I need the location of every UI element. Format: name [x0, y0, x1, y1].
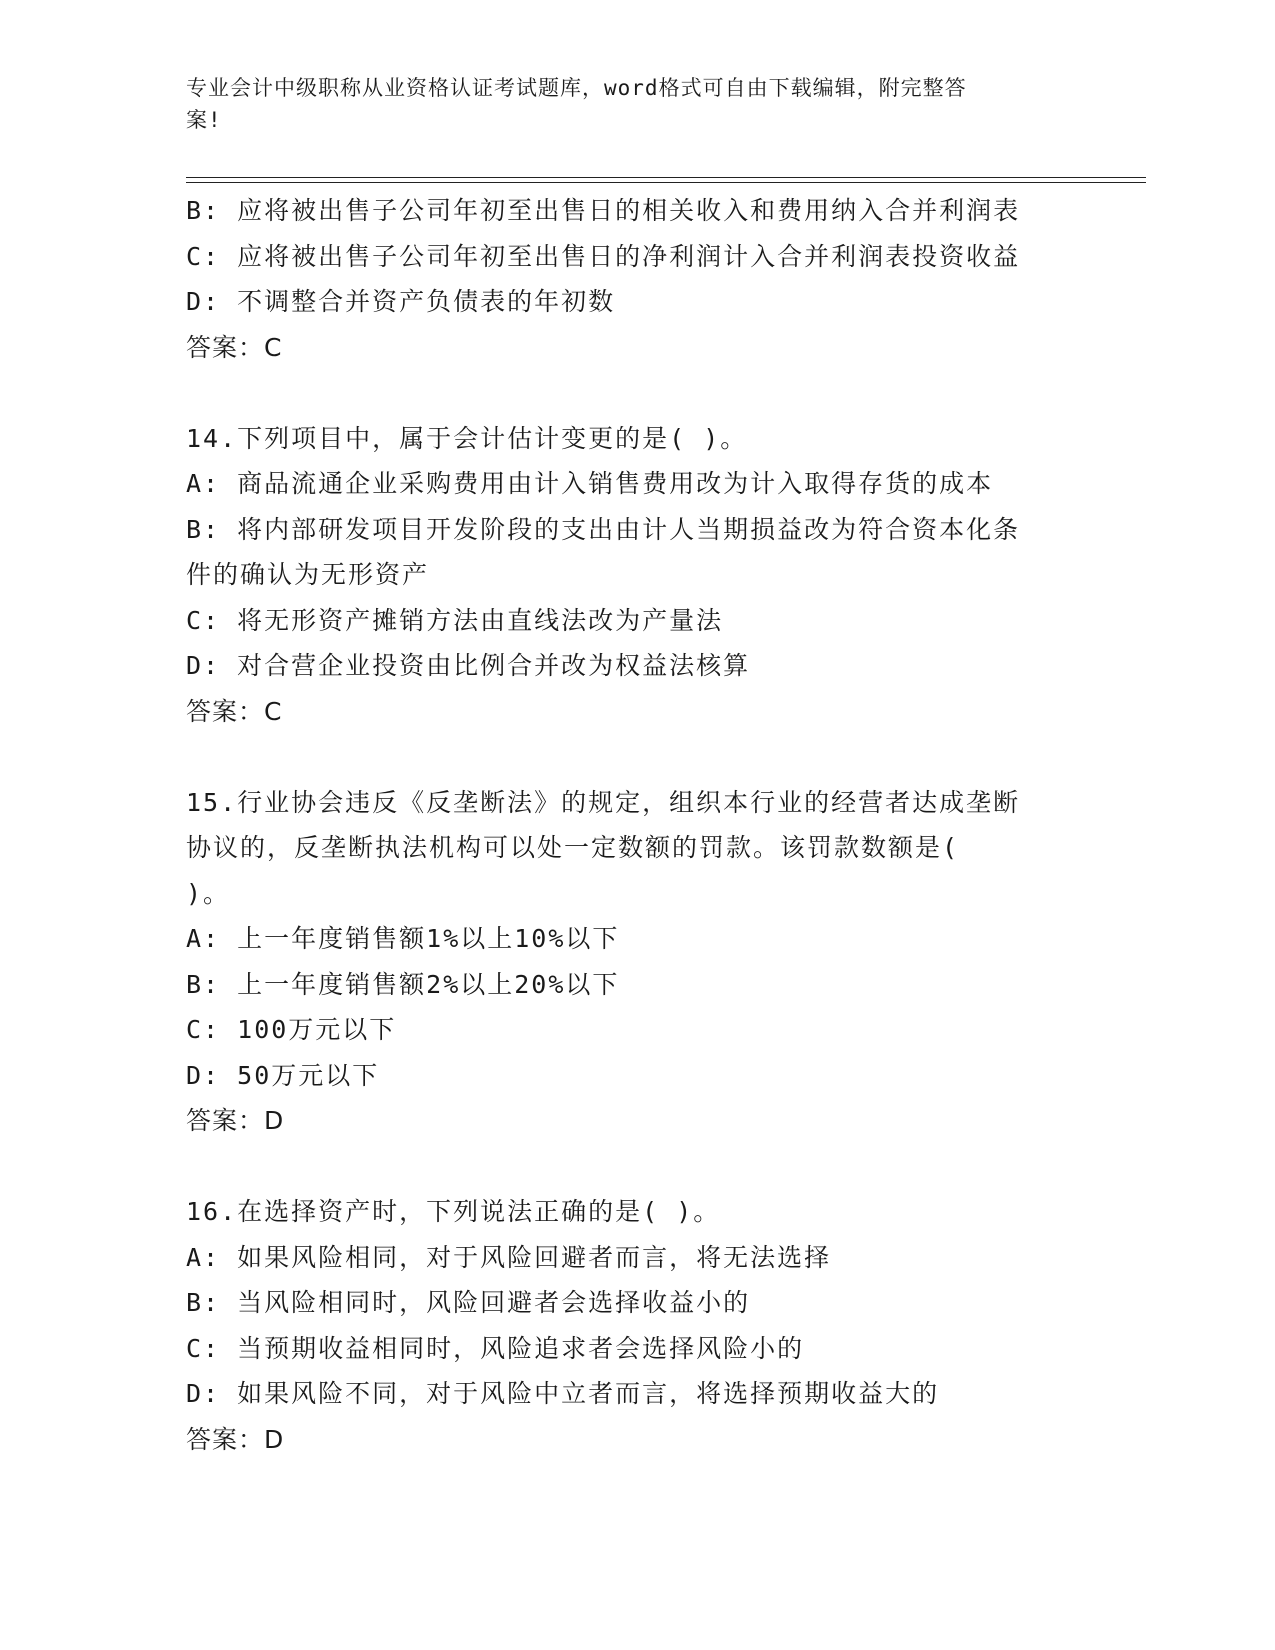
option-b: B: 当风险相同时，风险回避者会选择收益小的	[186, 1288, 751, 1317]
spacer	[186, 370, 1086, 416]
question-16	[186, 1189, 1086, 1462]
spacer	[186, 1144, 1086, 1190]
option-c: C: 100万元以下	[186, 1015, 397, 1044]
question-stem-end: )。	[186, 878, 231, 908]
option-d: D: 50万元以下	[186, 1060, 380, 1090]
option-c: C: 将无形资产摊销方法由直线法改为产量法	[186, 605, 724, 635]
question-15	[186, 780, 1086, 1144]
header-line-2: 案!	[186, 108, 222, 132]
answer: 答案：D	[186, 1424, 285, 1454]
option-c: C: 应将被出售子公司年初至出售日的净利润计入合并利润表投资收益	[186, 241, 1021, 271]
option-a: A: 如果风险相同，对于风险回避者而言，将无法选择	[186, 1242, 832, 1272]
question-stem: 14.下列项目中，属于会计估计变更的是( )。	[186, 423, 748, 453]
option-d: D: 不调整合并资产负债表的年初数	[186, 287, 616, 316]
header-divider-top	[186, 177, 1146, 178]
header-line-1: 专业会计中级职称从业资格认证考试题库，word格式可自由下载编辑，附完整答	[186, 76, 967, 100]
option-b: B: 上一年度销售额2%以上20%以下	[186, 969, 620, 999]
question-list	[186, 188, 1086, 1462]
answer: 答案：C	[186, 696, 283, 726]
answer: 答案：C	[186, 332, 283, 362]
option-b-continued: 件的确认为无形资产	[186, 560, 430, 589]
option-a: A: 商品流通企业采购费用由计入销售费用改为计入取得存货的成本	[186, 469, 994, 498]
option-b: B: 应将被出售子公司年初至出售日的相关收入和费用纳入合并利润表	[186, 196, 1021, 225]
page-header	[186, 72, 1066, 136]
question-13	[186, 188, 1086, 370]
option-d: D: 对合营企业投资由比例合并改为权益法核算	[186, 651, 751, 680]
question-stem-continued: 协议的，反垄断执法机构可以处一定数额的罚款。该罚款数额是(	[186, 833, 960, 862]
option-c: C: 当预期收益相同时，风险追求者会选择风险小的	[186, 1333, 805, 1363]
option-b: B: 将内部研发项目开发阶段的支出由计人当期损益改为符合资本化条	[186, 514, 1021, 544]
question-14	[186, 416, 1086, 735]
option-d: D: 如果风险不同，对于风险中立者而言，将选择预期收益大的	[186, 1379, 940, 1408]
header-divider-bottom	[186, 182, 1146, 183]
question-stem: 15.行业协会违反《反垄断法》的规定，组织本行业的经营者达成垄断	[186, 787, 1021, 817]
option-a: A: 上一年度销售额1%以上10%以下	[186, 924, 620, 953]
question-stem: 16.在选择资产时，下列说法正确的是( )。	[186, 1197, 721, 1226]
answer: 答案：D	[186, 1106, 285, 1135]
spacer	[186, 734, 1086, 780]
